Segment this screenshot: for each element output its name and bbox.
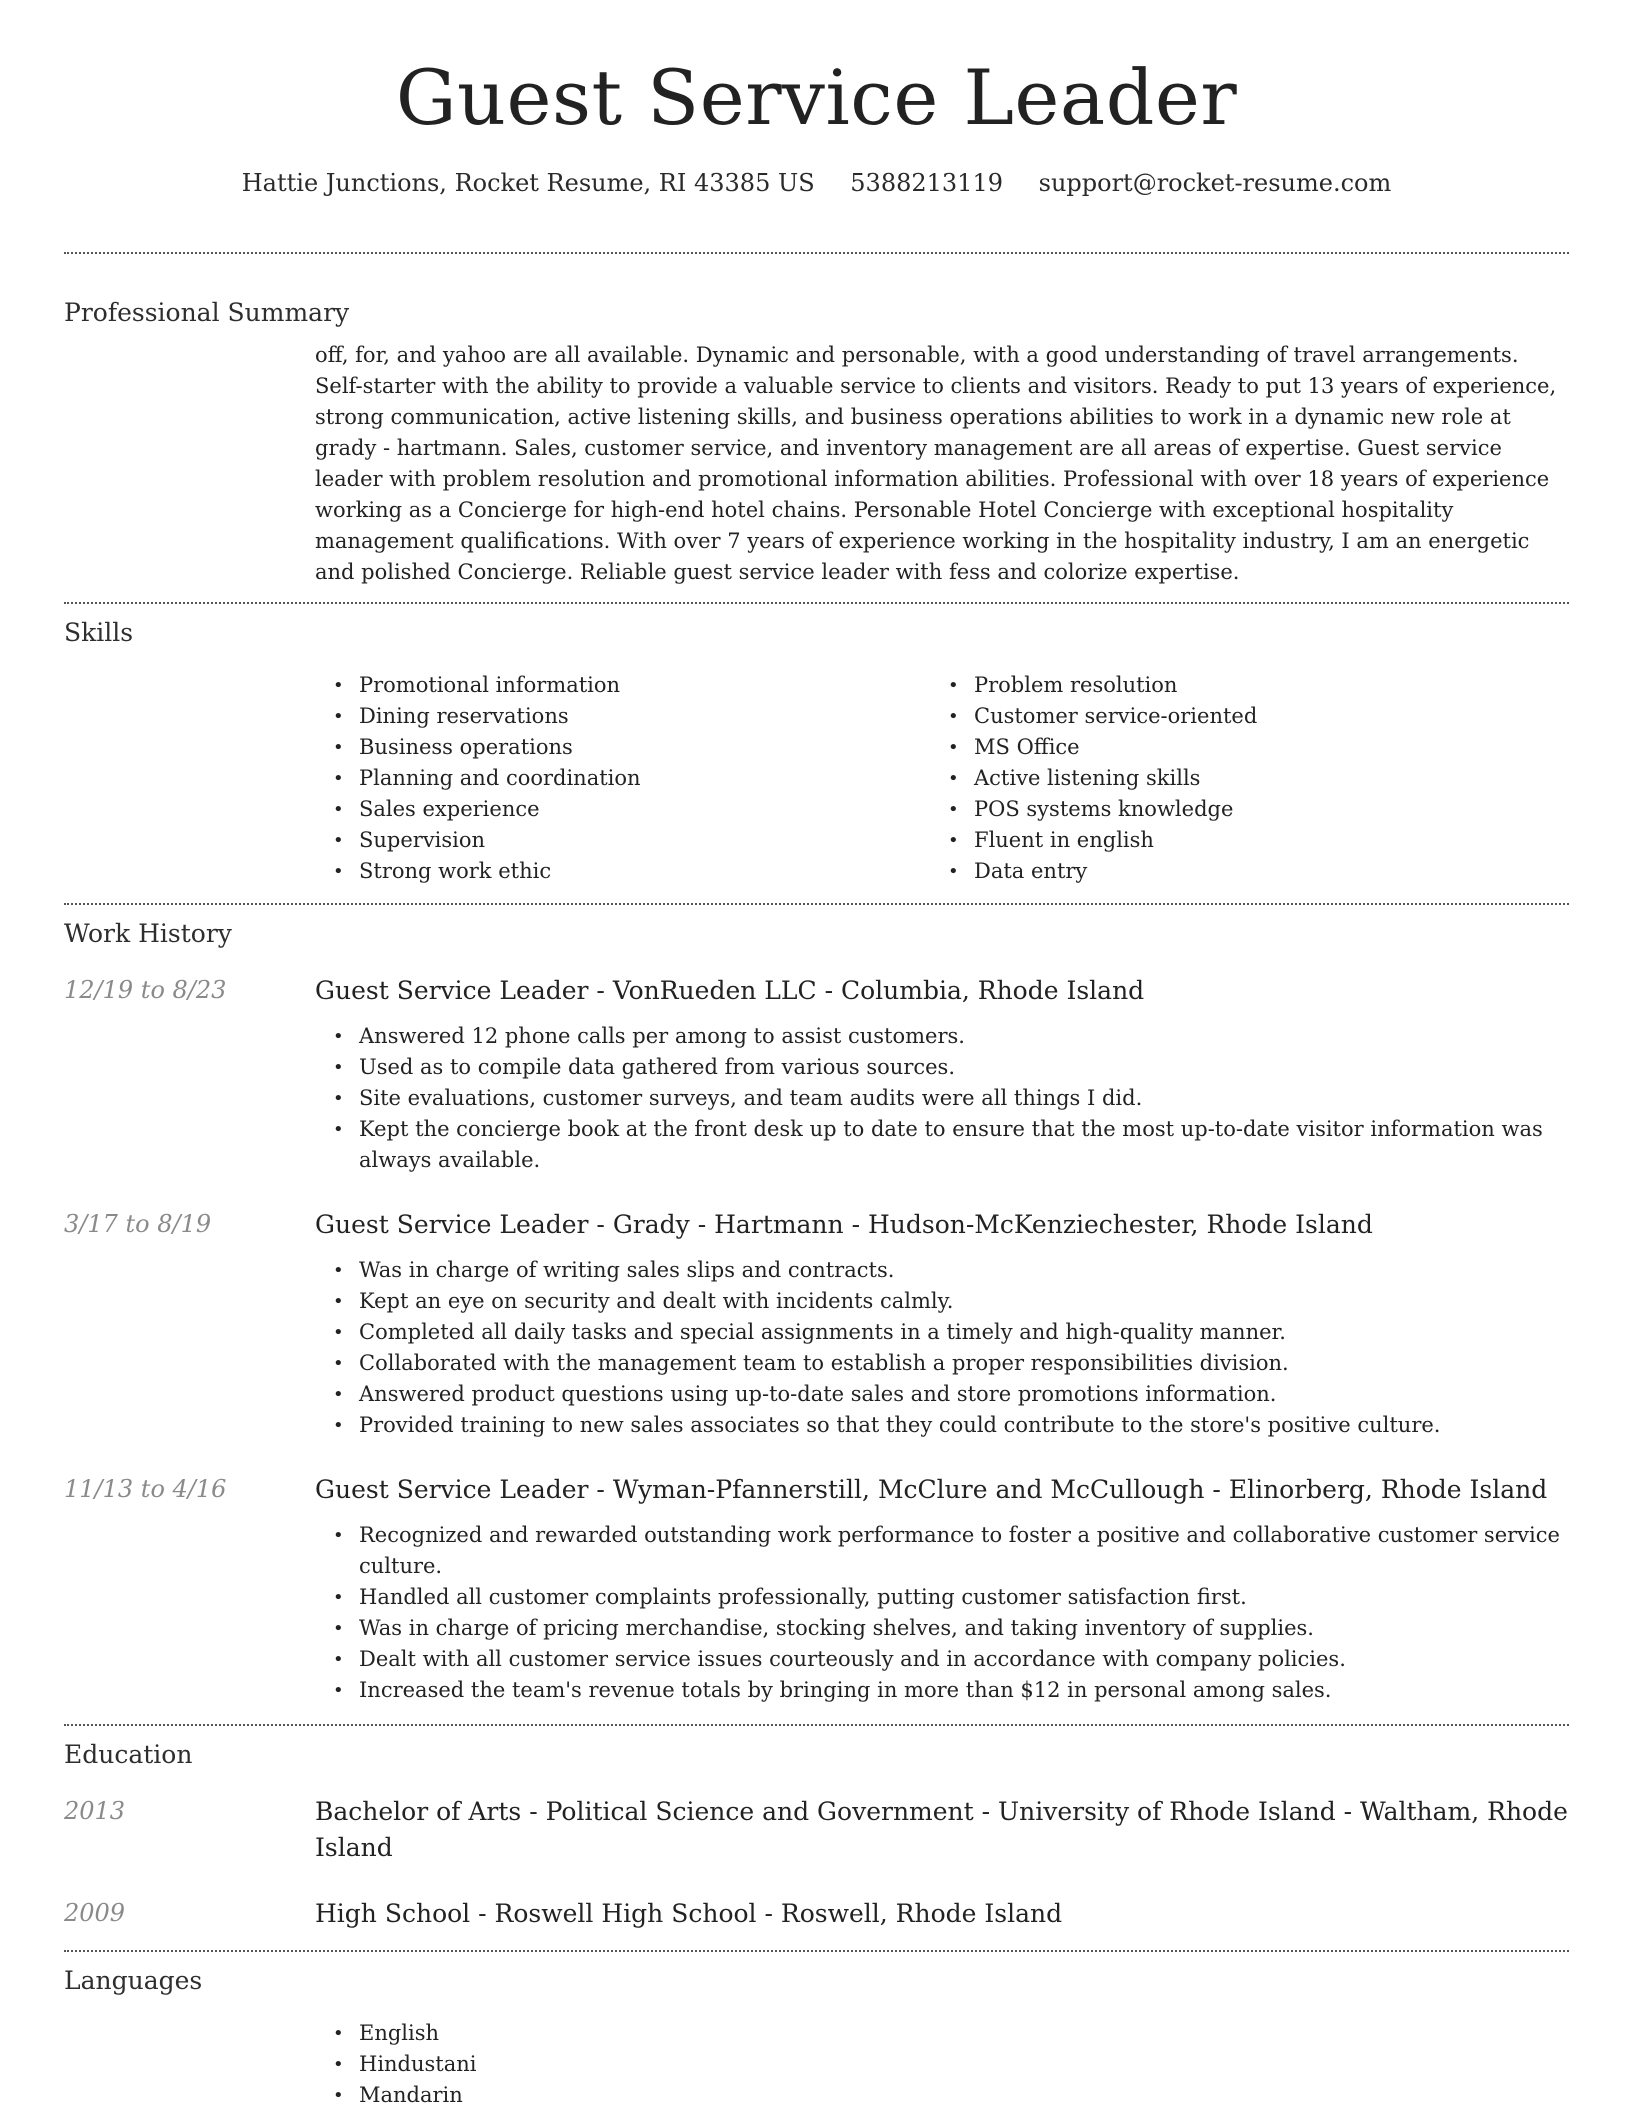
section-divider — [64, 1950, 1569, 1952]
skill-item: • Customer service-oriented — [974, 701, 1545, 732]
job-role: Guest Service Leader — [315, 976, 589, 1005]
summary-section — [315, 340, 1569, 588]
education-school: - University of Rhode Island - Waltham, Rhode Island — [315, 1797, 1568, 1862]
job-bullet: • Completed all daily tasks and special assignments in a timely and high-quality manner. — [359, 1317, 1569, 1348]
job-bullet: • Collaborated with the management team to establish a proper responsibilities division. — [359, 1348, 1569, 1379]
job-bullet: • Handled all customer complaints professionally, putting customer satisfaction first. — [359, 1582, 1569, 1613]
job-dates: 12/19 to 8/23 — [64, 976, 227, 1004]
skills-column-left — [315, 670, 930, 887]
education-title — [315, 1794, 1569, 1866]
job-bullet: • Kept an eye on security and dealt with incidents calmly. — [359, 1286, 1569, 1317]
job-bullet: • Kept the concierge book at the front desk up to date to ensure that the most up-to-date visitor information was always available. — [359, 1114, 1569, 1176]
language-item: • Mandarin — [359, 2080, 1569, 2111]
education-heading: Education — [64, 1740, 193, 1769]
section-divider — [64, 252, 1569, 254]
job-bullet: • Site evaluations, customer surveys, and team audits were all things I did. — [359, 1083, 1569, 1114]
skill-item: • Planning and coordination — [359, 763, 930, 794]
job-entry — [64, 1472, 1569, 1706]
skill-item: • Strong work ethic — [359, 856, 930, 887]
job-bullet: • Answered product questions using up-to-date sales and store promotions information. — [359, 1379, 1569, 1410]
skill-item: • MS Office — [974, 732, 1545, 763]
job-bullet: • Answered 12 phone calls per among to assist customers. — [359, 1021, 1569, 1052]
job-bullet: • Was in charge of pricing merchandise, stocking shelves, and taking inventory of supplies. — [359, 1613, 1569, 1644]
education-school: - Roswell High School - Roswell, Rhode Island — [470, 1899, 1063, 1928]
contact-line — [64, 166, 1569, 200]
languages-section — [315, 2018, 1569, 2111]
resume-name: Guest Service Leader — [395, 53, 1238, 142]
contact-address: Hattie Junctions, Rocket Resume, RI 43385 US — [241, 169, 815, 197]
job-employer: - Grady - Hartmann - Hudson-McKenziechester, Rhode Island — [588, 1210, 1373, 1239]
contact-email: support@rocket-resume.com — [1038, 169, 1392, 197]
job-role: Guest Service Leader — [315, 1475, 589, 1504]
skill-item: • Fluent in english — [974, 825, 1545, 856]
job-employer: - VonRueden LLC - Columbia, Rhode Island — [588, 976, 1145, 1005]
education-degree: High School — [315, 1899, 471, 1928]
education-entry — [64, 1794, 1569, 1866]
skill-item: • Sales experience — [359, 794, 930, 825]
skill-item: • Supervision — [359, 825, 930, 856]
education-year: 2013 — [64, 1797, 126, 1825]
skills-column-right — [930, 670, 1545, 887]
job-entry — [64, 973, 1569, 1176]
skill-item: • Dining reservations — [359, 701, 930, 732]
job-bullet: • Recognized and rewarded outstanding work performance to foster a positive and collaborative customer service culture. — [359, 1520, 1569, 1582]
job-role: Guest Service Leader — [315, 1210, 589, 1239]
skill-item: • Data entry — [974, 856, 1545, 887]
contact-phone: 5388213119 — [850, 169, 1003, 197]
job-bullet: • Provided training to new sales associates so that they could contribute to the store's positive culture. — [359, 1410, 1569, 1441]
skill-item: • Problem resolution — [974, 670, 1545, 701]
languages-heading: Languages — [64, 1966, 203, 1995]
job-bullet: • Was in charge of writing sales slips and contracts. — [359, 1255, 1569, 1286]
job-bullet: • Used as to compile data gathered from various sources. — [359, 1052, 1569, 1083]
work-heading: Work History — [64, 919, 232, 948]
education-title — [315, 1896, 1569, 1932]
summary-heading: Professional Summary — [64, 298, 350, 327]
job-bullet: • Dealt with all customer service issues courteously and in accordance with company policies. — [359, 1644, 1569, 1675]
section-divider — [64, 903, 1569, 905]
summary-text: off, for, and yahoo are all available. Dynamic and personable, with a good understanding of travel arrangements. Self-starter with the ability to provide a valuable service to clients and visitors. Ready to put 13 years of experience, strong communication, active listening skills, and business operations abilities to work in a dynamic new role at grady - hartmann. Sales, customer service, and inventory management are all areas of expertise. Guest service leader with problem resolution and promotional information abilities. Professional with over 18 years of experience working as a Concierge for high-end hotel chains. Personable Hotel Concierge with exceptional hospitality management qualifications. With over 7 years of experience working in the hospitality industry, I am an energetic and polished Concierge. Reliable guest service leader with fess and colorize expertise. — [315, 343, 1557, 584]
job-bullet: • Increased the team's revenue totals by bringing in more than $12 in personal among sales. — [359, 1675, 1569, 1706]
language-item: • Hindustani — [359, 2049, 1569, 2080]
job-employer: - Wyman-Pfannerstill, McClure and McCullough - Elinorberg, Rhode Island — [588, 1475, 1548, 1504]
job-title — [315, 1207, 1569, 1243]
skill-item: • Business operations — [359, 732, 930, 763]
skill-item: • POS systems knowledge — [974, 794, 1545, 825]
education-entry — [64, 1896, 1569, 1932]
education-degree: Bachelor of Arts - Political Science and Government — [315, 1797, 974, 1826]
section-divider — [64, 1724, 1569, 1726]
section-divider — [64, 602, 1569, 604]
job-dates: 3/17 to 8/19 — [64, 1210, 212, 1238]
job-title — [315, 1472, 1569, 1508]
job-dates: 11/13 to 4/16 — [64, 1475, 227, 1503]
skills-heading: Skills — [64, 618, 134, 647]
resume-page — [64, 0, 1569, 2111]
skills-list — [315, 670, 1569, 887]
skill-item: • Promotional information — [359, 670, 930, 701]
language-item: • English — [359, 2018, 1569, 2049]
job-entry — [64, 1207, 1569, 1441]
skill-item: • Active listening skills — [974, 763, 1545, 794]
education-year: 2009 — [64, 1899, 126, 1927]
job-title — [315, 973, 1569, 1009]
